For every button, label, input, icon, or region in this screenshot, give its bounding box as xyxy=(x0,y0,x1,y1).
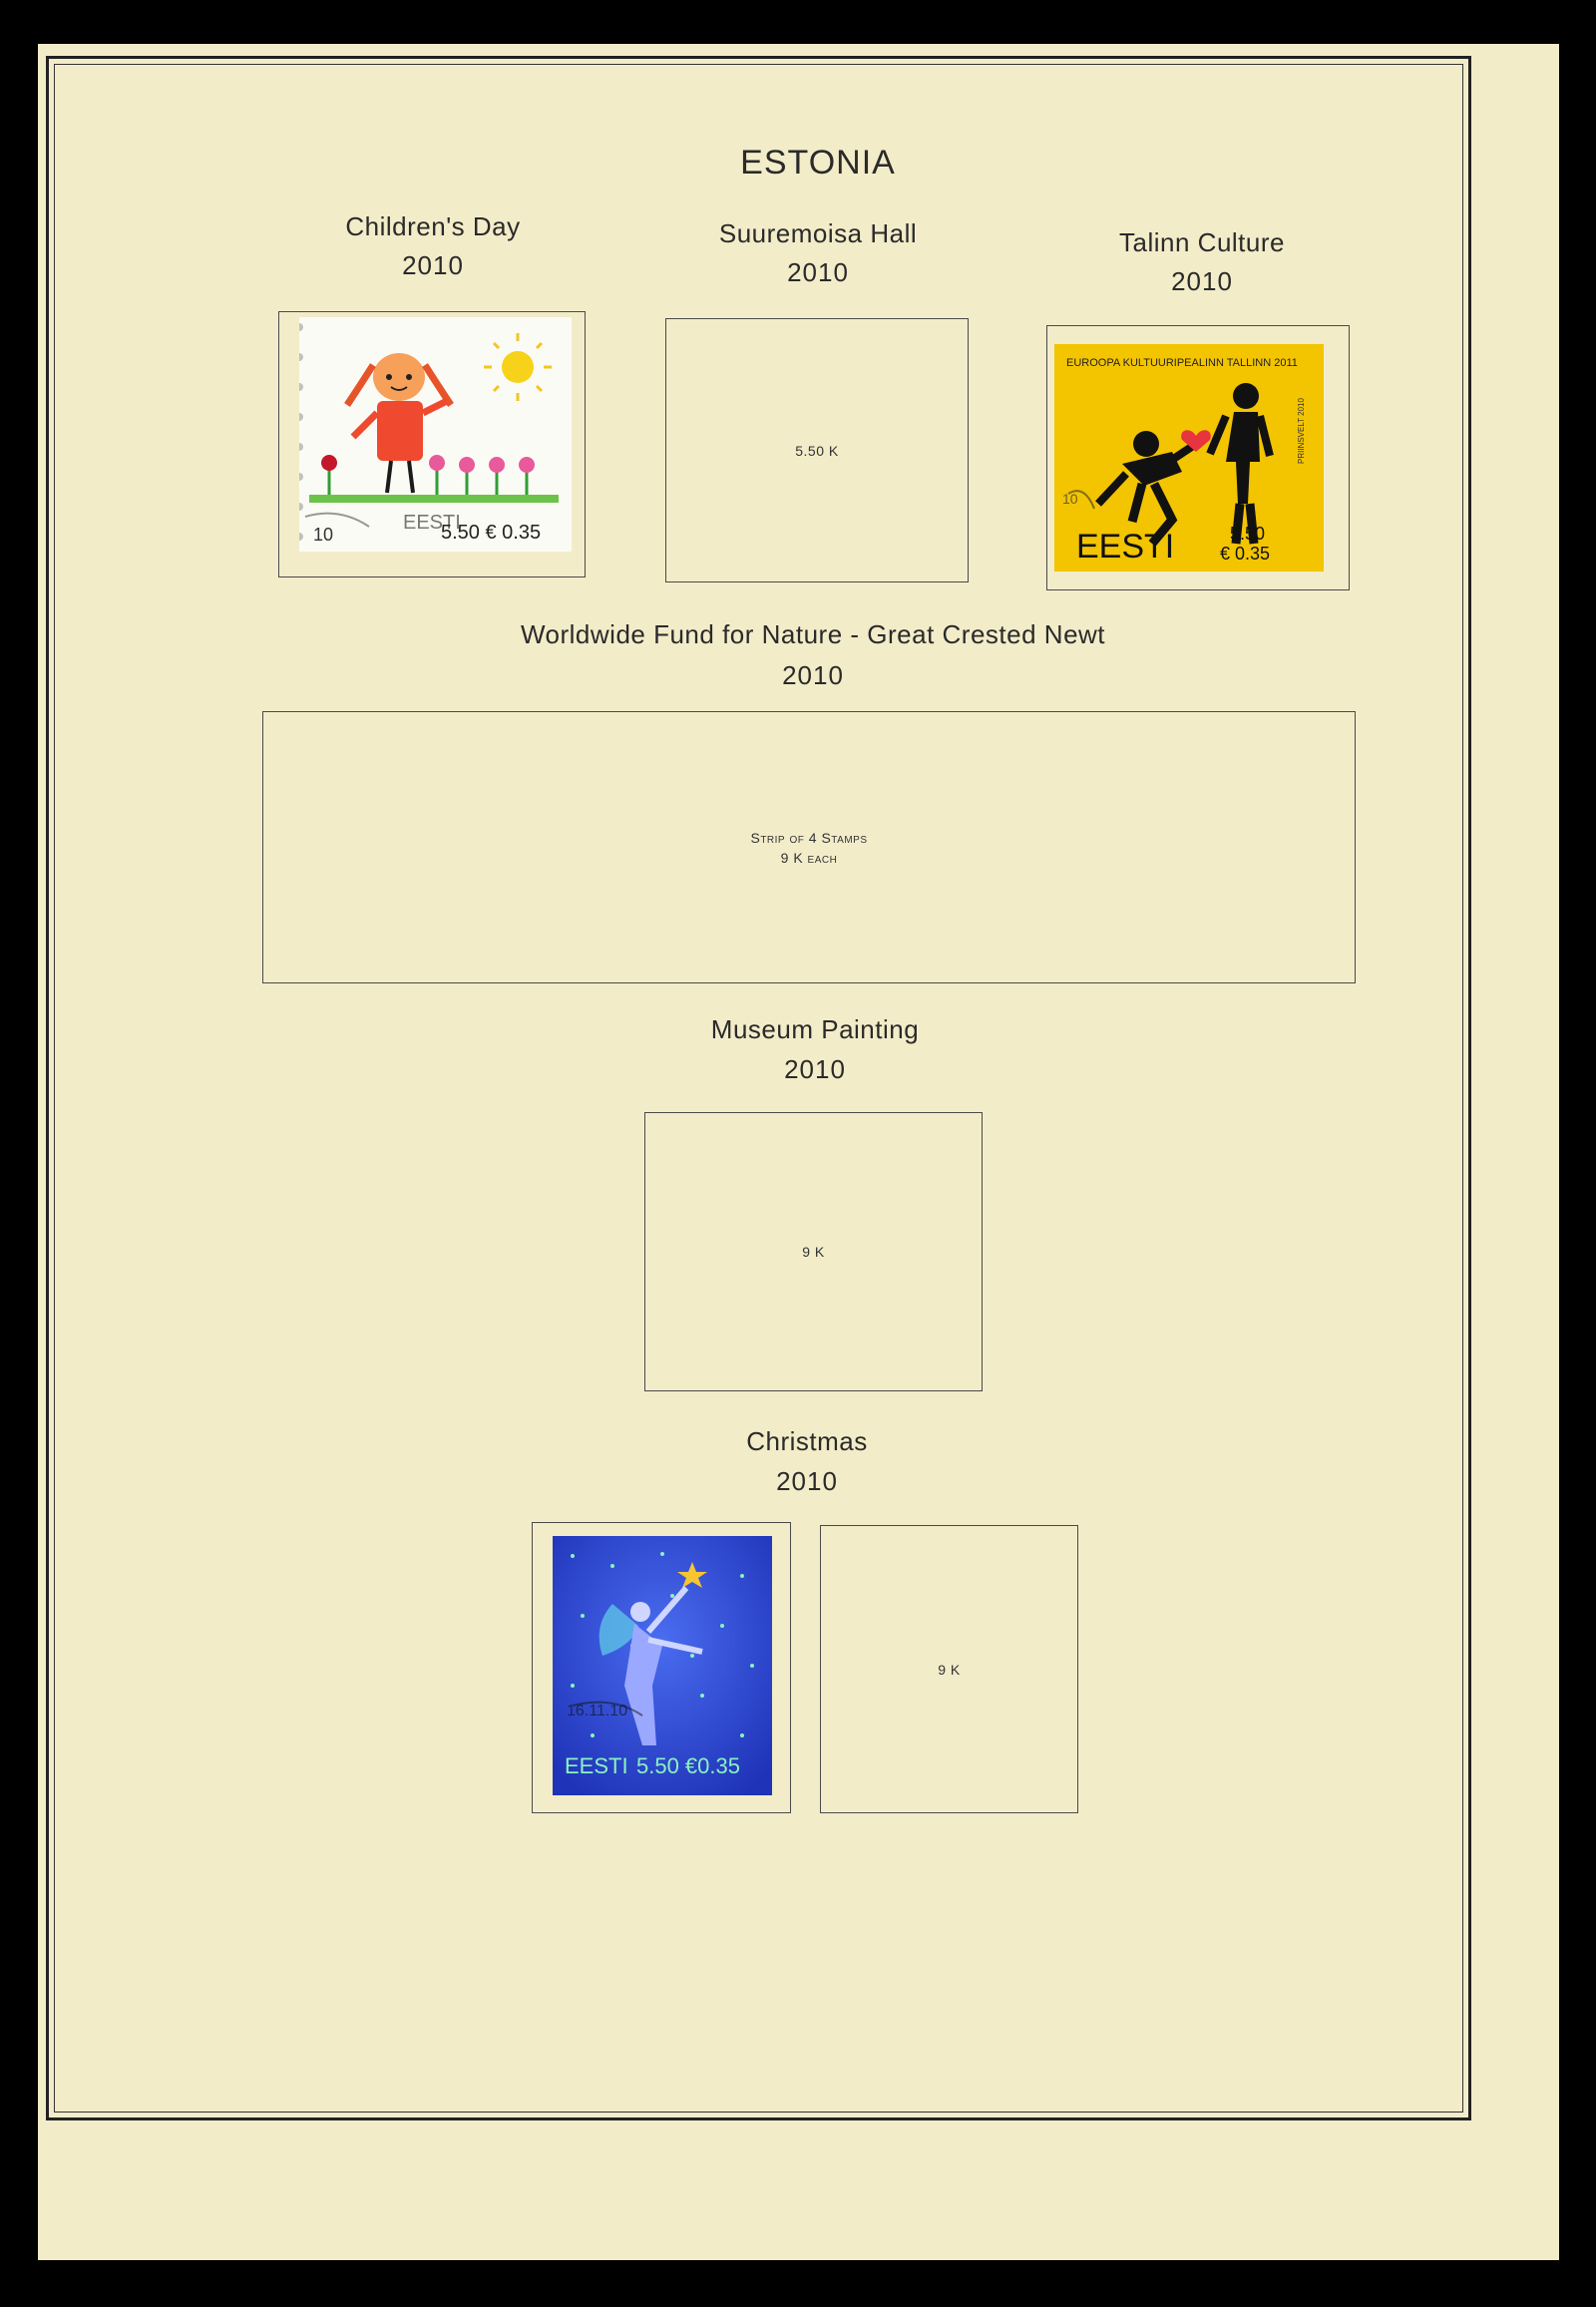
postmark-text: 10 xyxy=(1062,491,1078,507)
stamp-childrens-day xyxy=(299,317,572,552)
space-label xyxy=(263,828,1355,868)
stamp-christmas xyxy=(553,1536,772,1795)
issue-year-wwf-newt: 2010 xyxy=(782,660,844,690)
issue-year-talinn-culture: 2010 xyxy=(1171,266,1233,296)
stamp-space-christmas-2 xyxy=(820,1525,1078,1813)
stamp-value-text: 5.50 €0.35 xyxy=(636,1753,740,1778)
space-label-line2: 9 K each xyxy=(780,849,838,866)
space-label-line1: Strip of 4 Stamps xyxy=(750,829,868,846)
issue-title-museum-painting: Museum Painting xyxy=(710,1014,920,1044)
issue-title-christmas: Christmas xyxy=(746,1426,868,1456)
issue-year-childrens-day: 2010 xyxy=(402,250,464,280)
childrens-day-stamp-image xyxy=(299,317,572,552)
talinn-culture-stamp-image xyxy=(1054,344,1324,572)
stamp-country-text: EESTI xyxy=(1076,528,1175,566)
stamp-space-museum-painting xyxy=(644,1112,983,1391)
stamp-talinn-culture xyxy=(1054,344,1324,572)
issue-year-museum-painting: 2010 xyxy=(784,1054,846,1084)
issue-title-talinn-culture: Talinn Culture xyxy=(1119,227,1285,257)
space-label: 5.50 K xyxy=(795,442,839,459)
stamp-country-text: EESTI xyxy=(403,512,461,534)
stamp-side-text: PRIINSVELT 2010 xyxy=(1297,398,1306,464)
space-label: 9 K xyxy=(802,1244,825,1260)
page-title: ESTONIA xyxy=(740,144,896,182)
issue-title-childrens-day: Children's Day xyxy=(345,211,521,241)
space-label: 9 K xyxy=(938,1661,961,1678)
stamp-value-top: 5.50 xyxy=(1230,524,1266,544)
christmas-stamp-image xyxy=(553,1536,772,1795)
stamp-value-text: 5.50 € 0.35 xyxy=(441,522,542,544)
issue-title-wwf-newt: Worldwide Fund for Nature - Great Crested Newt xyxy=(520,619,1106,649)
issue-year-suuremoisa-hall: 2010 xyxy=(787,257,849,287)
postmark-text: 16.11.10 xyxy=(567,1703,628,1720)
issue-title-suuremoisa-hall: Suuremoisa Hall xyxy=(718,218,918,248)
issue-year-christmas: 2010 xyxy=(776,1466,838,1496)
stamp-space-suuremoisa-hall xyxy=(665,318,969,582)
stamp-value-bottom: € 0.35 xyxy=(1220,544,1271,564)
postmark-text: 10 xyxy=(313,525,334,545)
stamp-country-text: EESTI xyxy=(565,1753,628,1778)
stamp-space-wwf-newt xyxy=(262,711,1356,983)
stamp-header-text: EUROOPA KULTUURIPEALINN TALLINN 2011 xyxy=(1066,357,1298,369)
